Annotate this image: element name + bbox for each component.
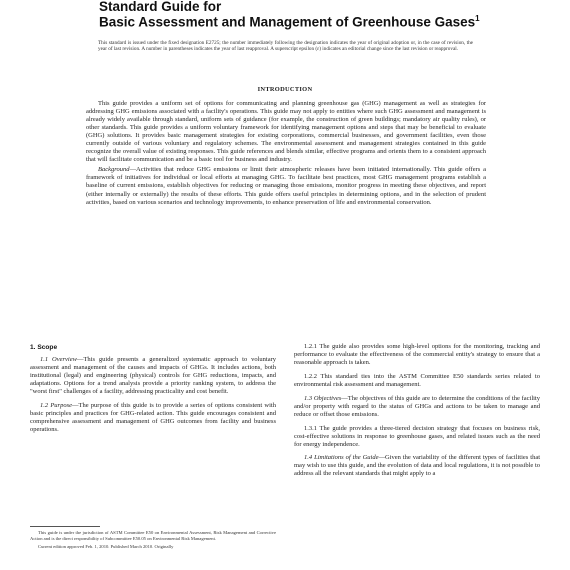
section-1-3-1: 1.3.1 The guide provides a three-tiered decision strategy that focuses on business risk, cost-effective solutions in response to greenhouse gases, and related issues such as the need for energy independence. <box>294 424 540 448</box>
footnote-2: Current edition approved Feb. 1, 2010. Published March 2010. Originally <box>38 543 174 549</box>
footnote-divider <box>30 526 100 527</box>
introduction-heading: INTRODUCTION <box>257 86 313 93</box>
section-1-1-text: —This guide presents a generalized systematic approach to voluntary assessment and management of the causes and impacts of GHGs. It includes actions, both institutional (legal) and engineering (physical) controls for GHG reductions, impacts, and adaptations. Options for a trend analysis provide a priority ranking system, to address the "worst first" challenges of a facility, addressing practicality and cost benefit. <box>30 356 277 395</box>
section-1-1 <box>30 356 276 396</box>
section-1-3-lead: 1.3 Objectives <box>304 394 342 402</box>
introduction-paragraph-2 <box>86 166 486 206</box>
section-1-3 <box>294 395 540 419</box>
footnote-1: This guide is under the jurisdiction of ASTM Committee E50 on Environmental Assessment, Risk Management and Corrective Action and is the direct responsibility of Subcommittee E50.05 on Environmental Risk Management. <box>30 530 276 541</box>
introduction-body <box>86 100 486 209</box>
section-1-4 <box>294 454 540 478</box>
title-text: Basic Assessment and Management of Greenhouse Gases <box>99 14 476 30</box>
section-1-2-lead: 1.2 Purpose <box>40 401 72 409</box>
footnotes <box>30 530 276 551</box>
section-1-2 <box>30 402 276 434</box>
title-line-2 <box>99 14 480 30</box>
title-footnote-mark: 1 <box>475 14 480 23</box>
left-column <box>30 344 276 440</box>
section-1-2-text: —The purpose of this guide is to provide a series of options consistent with basic principles and practices for GHG-related action. This guide encourages consistent and comprehensive assessment and management of GHG outcomes from facility and business operations. <box>30 401 276 433</box>
section-1-4-lead: 1.4 Limitations of the Guide <box>304 454 379 462</box>
title-line-1: Standard Guide for <box>99 0 222 14</box>
background-text: —Activities that reduce GHG emissions or limit their atmospheric releases have been initiated internationally. This guide offers a framework of initiatives for individual or local efforts at managing GHG. To facilitate best practices, most GHG management programs establish a baseline of current emissions, establish objectives for reducing or managing those emissions, monitor progress in meeting these objectives, and report (either internally or externally) the results of these efforts. This guide offers useful principles in determining options, and in the selection of prudent activities, based on various scenarios and technology improvements, to enhance preservation of life and environmental conservation. <box>86 166 486 206</box>
section-1-4-text: —Given the variability of the different types of facilities that may wish to use this guide, and the evolution of data and local regulations, it is not possible to address all the relevant standards that might apply to a <box>294 454 541 478</box>
issuance-notice: This standard is issued under the fixed designation E2725; the number immediately following the designation indicates the year of original adoption or, in the case of revision, the year of last revision. A number in parentheses indicates the year of last reapproval. A superscript epsilon (ε) indicates an editorial change since the last revision or reapproval. <box>98 40 473 53</box>
introduction-paragraph-1: This guide provides a uniform set of options for communicating and planning greenhouse gas (GHG) management as well as strategies for addressing GHG emissions associated with a facility's operations. This guide may not apply to entities where such GHG assessment and management is already widely available through standard, uniform sets of guidance (for example, the construction of green buildings; mandatory air quality rules), or other standards. This guide provides a uniform voluntary framework for identifying management options and steps that may be beneficial to evaluate (GHG) solutions. It provides basic management strategies for existing corporations, commercial businesses, and government facilities, even those currently outside of various voluntary and regulatory schemes. The environmental assessment and management strategies contained in this guide recognize the overall value of existing responses. This guide references and blends similar, effective programs and orients them to a consistent approach that will facilitate communication and be a basic tool for business and industry. <box>86 100 486 164</box>
right-column <box>294 343 540 484</box>
section-1-2-2: 1.2.2 This standard ties into the ASTM Committee E50 standards series related to environmental risk assessment and management. <box>294 372 540 388</box>
section-1-1-lead: 1.1 Overview <box>40 356 77 363</box>
background-lead: Background <box>98 166 130 174</box>
section-1-3-text: —The objectives of this guide are to determine the conditions of the facility and/or property with regard to the status of GHGs and actions to be taken to manage and reduce or offset those emissions. <box>294 394 540 418</box>
scope-heading: 1. Scope <box>30 344 58 351</box>
section-1-2-1: 1.2.1 The guide also provides some high-level options for the monitoring, tracking and performance to evaluate the effectiveness of the commercial entity's strategy to ensure that a reasonable approach is taken. <box>294 343 540 366</box>
